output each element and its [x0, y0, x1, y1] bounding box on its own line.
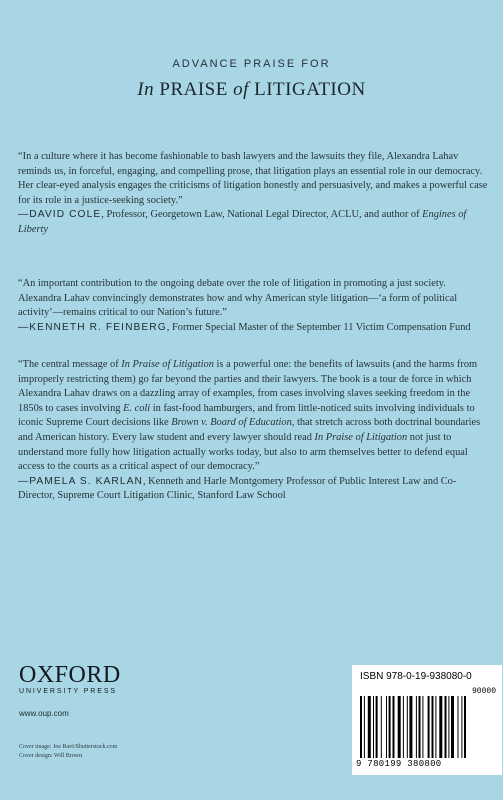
blurb-cole — [18, 150, 488, 238]
barcode-bar — [458, 696, 459, 758]
barcode-bar — [461, 696, 462, 758]
blurb-italic: In Praise of Litigation — [121, 359, 214, 370]
blurb-attribution — [18, 208, 488, 237]
blurb-italic: Brown v. Board of Education — [171, 417, 292, 429]
barcode-bar — [381, 696, 382, 758]
title-litigation: LITIGATION — [248, 79, 366, 100]
oxford-logo — [19, 663, 121, 695]
barcode-bar — [464, 696, 466, 758]
price-code: 90000 — [471, 687, 496, 696]
barcode-bar — [422, 696, 423, 758]
title-in: In — [137, 79, 155, 100]
blurb-segment: , that stretch across both doctrinal boundaries and American history. Every law student and every lawyer should read — [18, 417, 481, 443]
barcode-bar — [419, 696, 421, 758]
isbn-number: ISBN 978-0-19-938080-0 — [360, 671, 472, 682]
blurb-feinberg — [18, 277, 488, 335]
barcode-bar — [448, 696, 449, 758]
title-of: of — [233, 79, 249, 100]
barcode-bar — [364, 696, 365, 758]
blurb-attribution — [18, 475, 488, 504]
barcode-bar — [393, 696, 395, 758]
barcode-bar — [368, 696, 371, 758]
barcode-bar — [451, 696, 454, 758]
barcode-bar — [386, 696, 387, 758]
barcode-bar — [360, 696, 362, 758]
reviewer-role: , Professor, Georgetown Law, National Legal Director, ACLU, and author of — [101, 209, 423, 221]
advance-praise-kicker: ADVANCE PRAISE FOR — [172, 58, 331, 70]
blurb-text: “In a culture where it has become fashionable to bash lawyers and the lawsuits they file, Alexandra Lahav reminds us, in forceful, engaging, and compelling prose, that litigation plays an essential role in our democracy. Her clear-eyed analysis engages the criticisms of litigation honestly and persuasively, and makes a powerful case for its role in a justice-seeking society.” — [18, 151, 488, 206]
blurb-segment: “The central message of — [18, 359, 122, 370]
barcode-bar — [416, 696, 417, 758]
barcode-bar — [432, 696, 434, 758]
barcode-bar — [409, 696, 412, 758]
barcode-bar — [376, 696, 378, 758]
barcode-bar — [435, 696, 436, 758]
publisher-url: www.oup.com — [19, 709, 69, 718]
barcode-digits: 9 780199 380800 — [356, 759, 442, 769]
reviewer-name: —PAMELA S. KARLAN — [18, 475, 143, 487]
reviewer-role: , Former Special Master of the September 11 Victim Compensation Fund — [166, 321, 471, 333]
cover-credits — [19, 743, 117, 760]
barcode-bar — [373, 696, 374, 758]
reviewer-book: Engines of Liberty — [18, 209, 467, 235]
barcode-bars — [360, 696, 494, 758]
blurb-text: “An important contribution to the ongoing debate over the role of litigation in promoting a just society. Alexandra Lahav convincingly demonstrates how and why American style litigation—‘a form of political activity’—remains critical to our Nation’s future.” — [18, 278, 458, 319]
reviewer-role: , Kenneth and Harle Montgomery Professor of Public Interest Law and Co-Director, Supreme Court Litigation Clinic, Stanford Law School — [18, 475, 457, 502]
blurb-attribution — [18, 321, 488, 336]
title-praise: PRAISE — [154, 79, 234, 100]
cover-design-credit: Cover design: Will Brown — [19, 752, 83, 759]
publisher-subname: UNIVERSITY PRESS — [19, 688, 117, 695]
barcode-bar — [439, 696, 442, 758]
blurb-segment: is a powerful one: the benefits of lawsuits (and the harms from improperly restricting them) go far beyond the parties and their lawyers. The book is a tour de force in which Alexandra Lahav draws on a dazzling array of examples, from cases involving slaves seeking freedom in the 1850s to cases involving — [18, 359, 478, 414]
barcode-bar — [398, 696, 401, 758]
heading — [0, 58, 503, 101]
blurb-segment: not just to understand more fully how litigation actually works today, but also to arm themselves better to defend equal access to the courts as a critical aspect of our democracy.” — [18, 431, 468, 473]
barcode-bar — [428, 696, 430, 758]
barcode-bar — [407, 696, 408, 758]
publisher-name: OXFORD — [19, 662, 121, 688]
isbn-barcode — [352, 665, 502, 775]
cover-image-credit: Cover image: Joe Ravi/Shutterstock.com — [19, 744, 118, 750]
blurb-italic: In Praise of Litigation — [314, 431, 408, 443]
barcode-bar — [445, 696, 447, 758]
blurb-italic: E. coli — [123, 402, 151, 414]
blurb-text — [18, 358, 488, 475]
blurb-karlan — [18, 358, 488, 504]
book-title — [0, 79, 503, 101]
barcode-bar — [403, 696, 404, 758]
reviewer-name: —DAVID COLE — [18, 209, 102, 221]
barcode-bar — [389, 696, 391, 758]
reviewer-name: —KENNETH R. FEINBERG — [18, 321, 167, 333]
blurb-segment: in fast-food hamburgers, and from little-noticed suits involving individuals to iconic Supreme Court decisions like — [18, 402, 475, 429]
